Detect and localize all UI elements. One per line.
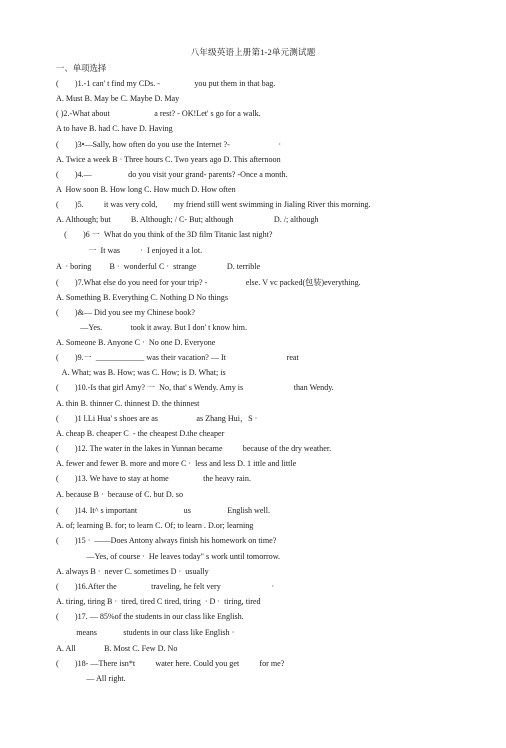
question-line: ( )6 一 What do you think of the 3D film Titanic last night? (56, 230, 273, 239)
options-line: A. cheap B. cheaper C - the cheapest D.the cheaper (56, 429, 225, 438)
section-heading: 一、单项选择 (56, 64, 107, 73)
page-title: 八年级英语上册第1-2单元测试题 (190, 47, 316, 57)
question-line: ( )3•—Sally, how often do you use the Internet ?- · (56, 140, 282, 149)
question-line: ( )12. The water in the lakes in Yunnan became because of the dry weather. (56, 444, 332, 453)
options-line: A. Something B. Everything C. Nothing D No things (56, 293, 228, 302)
question-line: ( )5. it was very cold, my friend still went swimming in Jialing River this morning. (56, 200, 371, 209)
dialogue-line: means students in our class like English · (56, 628, 235, 637)
options-line: A. Twice a week B · Three hours C. Two years ago D. This afternoon (56, 155, 281, 164)
dialogue-line: 一 It was · I enjoyed it a lot. (56, 246, 203, 255)
question-line: ( )16.After the traveling, he felt very · (56, 582, 275, 591)
question-line: ( )17. — 85%of the students in our class like English. (56, 612, 244, 621)
options-line: A. Although; but B. Although; / C- But; although D. /; although (56, 215, 319, 224)
question-line: ( )18- —There isn*t water here. Could you get for me? (56, 659, 285, 668)
options-line: A · boring B · wonderful C · strange D. terrible (56, 262, 261, 271)
dialogue-line: — All right. (56, 674, 126, 683)
options-line: A to have B. had C. have D. Having (56, 124, 173, 133)
options-line: A. of; learning B. for; to learn C. Of; to learn . D.or; learning (56, 521, 254, 530)
question-line: ( )&— Did you see my Chinese book? (56, 308, 195, 317)
options-line: A. always B · never C. sometimes D · usually (56, 567, 209, 576)
options-line: A. tiring, tiring B · tired, tired C tired, tiring · D · tiring, tired (56, 597, 261, 606)
question-line: ( )4.— do you visit your grand- parents? -Once a month. (56, 170, 288, 179)
question-line: ( )10.-Is that girl Amy? 一 No, that' s Wendy. Amy is than Wendy. (56, 383, 334, 392)
question-line: ( )9.一 ____________ was their vacation? — It reat (56, 353, 299, 362)
options-line: A. Someone B. Anyone C · No one D. Everyone (56, 338, 216, 347)
options-line: A. because B · because of C. but D. so (56, 490, 183, 499)
options-line: A. Must B. May be C. Maybe D. May (56, 94, 180, 103)
dialogue-line: —Yes, of course · He leaves today" s work until tomorrow. (56, 552, 281, 561)
question-line: ( )2.-What about a rest? - OK!Let' s go for a walk. (56, 109, 261, 118)
question-line: ( )1.-1 can' t find my CDs. - you put them in that bag. (56, 79, 276, 88)
question-line: ( )14. It^ s important us English well. (56, 506, 270, 515)
question-line: ( )1 l.Li Hua' s shoes are as as Zhang Hui，S · (56, 414, 258, 423)
options-line: A. thin B. thinner C. thinnest D. the thinnest (56, 399, 200, 408)
options-line: A How soon B. How long C. How much D. How often (56, 185, 236, 194)
options-line: A. All B. Most C. Few D. No (56, 644, 178, 653)
question-line: ( )15 · ——Does Antony always finish his homework on time? (56, 536, 277, 545)
options-line: A. What; was B. How; was C. How; is D. What; is (56, 368, 226, 377)
dialogue-line: —Yes. took it away. But I don' t know him. (56, 323, 247, 332)
options-line: A. fewer and fewer B. more and more C · less and less D. 1 ittle and little (56, 459, 297, 468)
question-line: ( )7.What else do you need for your trip? - else. V vc packed(包装)everything. (56, 278, 361, 287)
question-line: ( )13. We have to stay at home the heavy rain. (56, 474, 251, 483)
